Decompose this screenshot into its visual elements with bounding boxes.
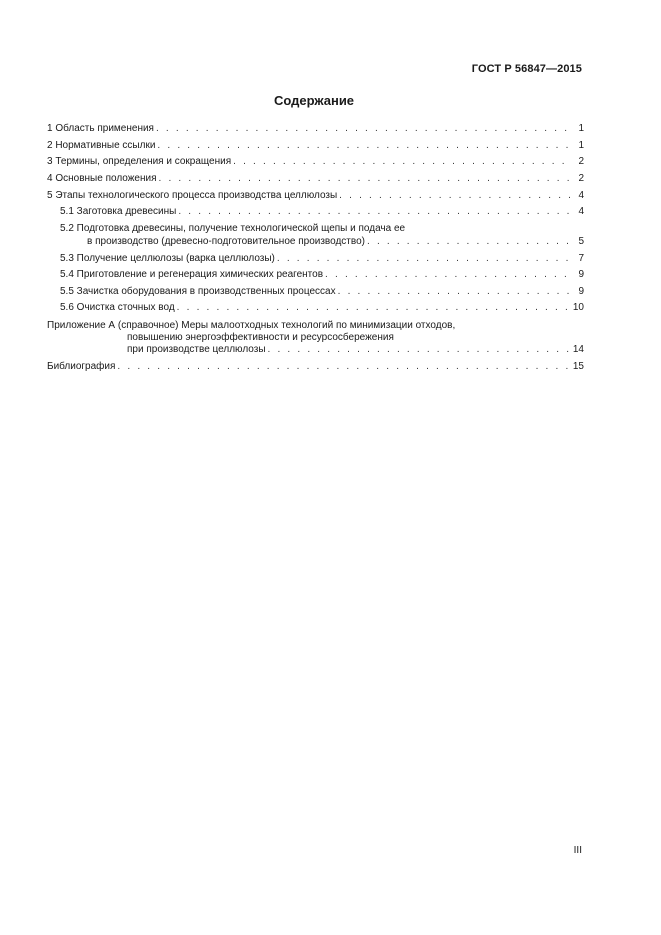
toc-entry-page: 9: [578, 286, 584, 297]
toc-entry-page: 2: [578, 173, 584, 184]
leader-dots: [339, 189, 572, 203]
toc-entry-label: 2 Нормативные ссылки: [47, 140, 156, 151]
toc-entry[interactable]: [47, 139, 584, 153]
toc-entry[interactable]: [47, 172, 584, 186]
toc-entry-label: в производство (древесно-подготовительное производство): [87, 236, 365, 247]
leader-dots: [159, 172, 573, 186]
toc-entry-label: 5 Этапы технологического процесса производства целлюлозы: [47, 190, 338, 201]
toc-title: Содержание: [273, 93, 355, 108]
page-number: III: [573, 845, 582, 856]
toc-entry-label: 3 Термины, определения и сокращения: [47, 156, 232, 167]
toc-entry[interactable]: [47, 155, 584, 169]
toc-entry-label: 5.6 Очистка сточных вод: [60, 302, 175, 313]
toc-entry-label: 4 Основные положения: [47, 173, 157, 184]
toc-entry-label: 5.5 Зачистка оборудования в производственных процессах: [60, 286, 336, 297]
leader-dots: [277, 252, 572, 266]
toc-entry-page: 4: [578, 206, 584, 217]
leader-dots: [156, 122, 572, 136]
leader-dots: [177, 301, 571, 315]
toc-entry-page: 10: [572, 302, 584, 313]
leader-dots: [233, 155, 572, 169]
toc-entry[interactable]: [47, 252, 584, 266]
toc-entry[interactable]: [47, 205, 584, 219]
toc-entry-label: 5.4 Приготовление и регенерация химических реагентов: [60, 269, 324, 280]
toc-entry-page: 5: [578, 236, 584, 247]
toc-entry-label-line1: 5.2 Подготовка древесины, получение технологической щепы и подача ее: [60, 223, 406, 234]
toc-entry-label-line1: Приложение А (справочное) Меры малоотходных технологий по минимизации отходов,: [47, 320, 456, 331]
toc-entry[interactable]: [47, 301, 584, 315]
toc-entry[interactable]: [47, 189, 584, 203]
leader-dots: [117, 360, 570, 374]
toc-entry-page: 7: [578, 253, 584, 264]
toc-entry-label-line2: повышению энергоэффективности и ресурсосбережения: [127, 332, 394, 343]
toc-entry-page: 15: [572, 361, 584, 372]
toc-entry[interactable]: [47, 285, 584, 299]
toc-entry-label: 1 Область применения: [47, 123, 154, 134]
toc-entry-label: при производстве целлюлозы: [127, 344, 266, 355]
toc-entry-label: 5.1 Заготовка древесины: [60, 206, 177, 217]
toc-entry-page: 1: [578, 123, 584, 134]
leader-dots: [178, 205, 572, 219]
toc-entry[interactable]: [47, 268, 584, 282]
leader-dots: [367, 235, 572, 249]
leader-dots: [268, 343, 571, 357]
toc-entry-label: Библиография: [47, 361, 116, 372]
toc-entry-page: 4: [578, 190, 584, 201]
document-id: ГОСТ Р 56847—2015: [471, 63, 582, 75]
toc-entry-page: 1: [578, 140, 584, 151]
toc-entry-page: 14: [572, 344, 584, 355]
toc-entry[interactable]: [47, 122, 584, 136]
leader-dots: [325, 268, 572, 282]
toc-entry-label: 5.3 Получение целлюлозы (варка целлюлозы): [60, 253, 275, 264]
toc-entry[interactable]: [47, 222, 584, 250]
leader-dots: [157, 139, 572, 153]
toc-entry[interactable]: [47, 360, 584, 374]
toc-entry-page: 2: [578, 156, 584, 167]
leader-dots: [338, 285, 572, 299]
toc-entry[interactable]: [47, 319, 584, 359]
toc-entry-page: 9: [578, 269, 584, 280]
